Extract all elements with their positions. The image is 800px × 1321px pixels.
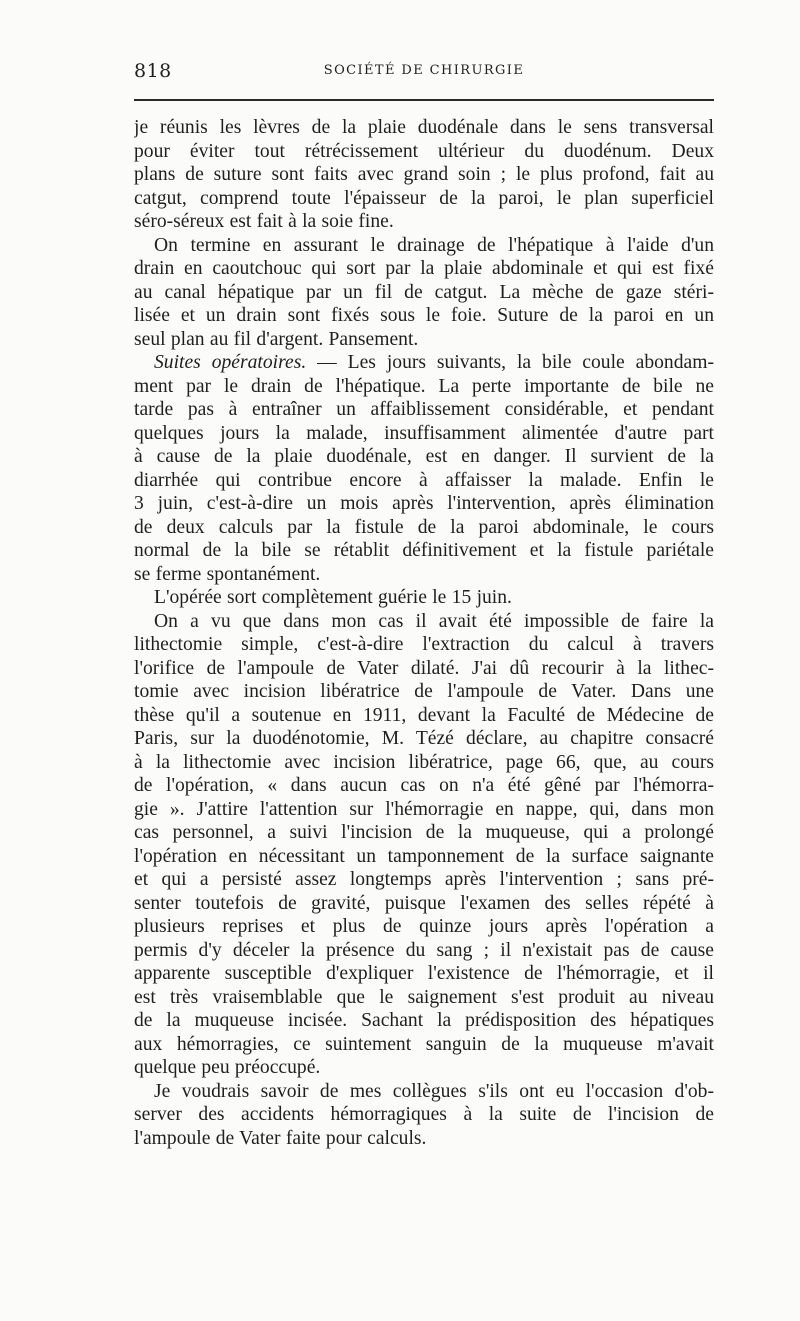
page-header — [134, 60, 714, 90]
text-line: de deux calculs par la fistule de la paroi abdominale, le cours — [134, 516, 714, 538]
text-line: senter toutefois de gravité, puisque l'examen des selles répété à — [134, 892, 714, 914]
text-line: Je voudrais savoir de mes collègues s'ils ont eu l'occasion d'ob- — [154, 1080, 714, 1102]
text-line: plans de suture sont faits avec grand soin ; le plus profond, fait au — [134, 164, 714, 185]
text-line: aux hémorragies, ce suintement sanguin de la muqueuse m'avait — [134, 1033, 714, 1055]
text-line — [134, 351, 714, 375]
text-line: gie ». J'attire l'attention sur l'hémorragie en nappe, qui, dans mon — [134, 798, 714, 820]
text-line: à la lithectomie avec incision libératrice, page 66, que, au cours — [134, 751, 714, 773]
text-line: seul plan au fil d'argent. Pansement. — [134, 328, 419, 350]
text-line: thèse qu'il a soutenue en 1911, devant la Faculté de Médecine de — [134, 704, 714, 726]
text-line: pour éviter tout rétrécissement ultérieur du duodénum. Deux — [134, 140, 714, 162]
text-line: cas personnel, a suivi l'incision de la muqueuse, qui a prolongé — [134, 822, 714, 843]
text-line-rest: — Les jours suivants, la bile coule abondam- — [306, 352, 714, 373]
text-line: 3 juin, c'est-à-dire un mois après l'intervention, après élimination — [134, 493, 714, 514]
text-line: Paris, sur la duodénotomie, M. Tézé déclare, au chapitre consacré — [134, 728, 714, 749]
text-line: quelque peu préoccupé. — [134, 1057, 321, 1078]
text-line: normal de la bile se rétablit définitivement et la fistule pariétale — [134, 540, 714, 561]
header-rule — [134, 99, 714, 101]
text-line: drain en caoutchouc qui sort par la plaie abdominale et qui est fixé — [134, 258, 714, 279]
text-line: lithectomie simple, c'est-à-dire l'extraction du calcul à travers — [134, 634, 714, 655]
text-line: l'ampoule de Vater faite pour calculs. — [134, 1127, 427, 1149]
text-line: à cause de la plaie duodénale, est en danger. Il survient de la — [134, 446, 714, 467]
text-line: de l'opération, « dans aucun cas on n'a été gêné par l'hémorra- — [134, 775, 714, 796]
text-line: On termine en assurant le drainage de l'hépatique à l'aide d'un — [154, 234, 714, 256]
text-line: tomie avec incision libératrice de l'ampoule de Vater. Dans une — [134, 681, 714, 702]
text-line: apparente susceptible d'expliquer l'existence de l'hémorragie, et il — [134, 963, 714, 984]
text-line: séro-séreux est fait à la soie fine. — [134, 211, 394, 232]
text-line: quelques jours la malade, insuffisamment alimentée d'autre part — [134, 422, 714, 444]
text-line: l'orifice de l'ampoule de Vater dilaté. J'ai dû recourir à la lithec- — [134, 657, 714, 679]
text-line: catgut, comprend toute l'épaisseur de la paroi, le plan superficiel — [134, 187, 714, 209]
text-line: permis d'y déceler la présence du sang ; il n'existait pas de cause — [134, 939, 714, 961]
text-line: lisée et un drain sont fixés sous le foie. Suture de la paroi en un — [134, 305, 714, 326]
text-line: On a vu que dans mon cas il avait été impossible de faire la — [154, 610, 714, 632]
text-line: l'opération en nécessitant un tamponnement de la surface saignante — [134, 845, 714, 867]
running-head: SOCIÉTÉ DE CHIRURGIE — [323, 63, 525, 78]
text-line: se ferme spontanément. — [134, 563, 321, 585]
text-line: est très vraisemblable que le saignement s'est produit au niveau — [134, 986, 714, 1008]
section-heading: Suites opératoires. — [154, 352, 307, 373]
text-line: et qui a persisté assez longtemps après l'intervention ; sans pré- — [134, 869, 714, 890]
page-number: 818 — [134, 60, 172, 82]
text-line: je réunis les lèvres de la plaie duodénale dans le sens transversal — [134, 117, 714, 138]
text-line: tarde pas à entraîner un affaiblissement considérable, et pendant — [134, 399, 714, 420]
text-line: ment par le drain de l'hépatique. La perte importante de bile ne — [134, 375, 714, 397]
text-line: plusieurs reprises et plus de quinze jours après l'opération a — [134, 916, 714, 937]
text-line: de la muqueuse incisée. Sachant la prédisposition des hépatiques — [134, 1010, 714, 1031]
text-line: au canal hépatique par un fil de catgut. La mèche de gaze stéri- — [134, 281, 714, 303]
text-line: diarrhée qui contribue encore à affaisser la malade. Enfin le — [134, 469, 714, 491]
text-line: server des accidents hémorragiques à la suite de l'incision de — [134, 1104, 714, 1125]
body-text — [134, 116, 714, 1150]
text-line: L'opérée sort complètement guérie le 15 juin. — [154, 587, 512, 608]
